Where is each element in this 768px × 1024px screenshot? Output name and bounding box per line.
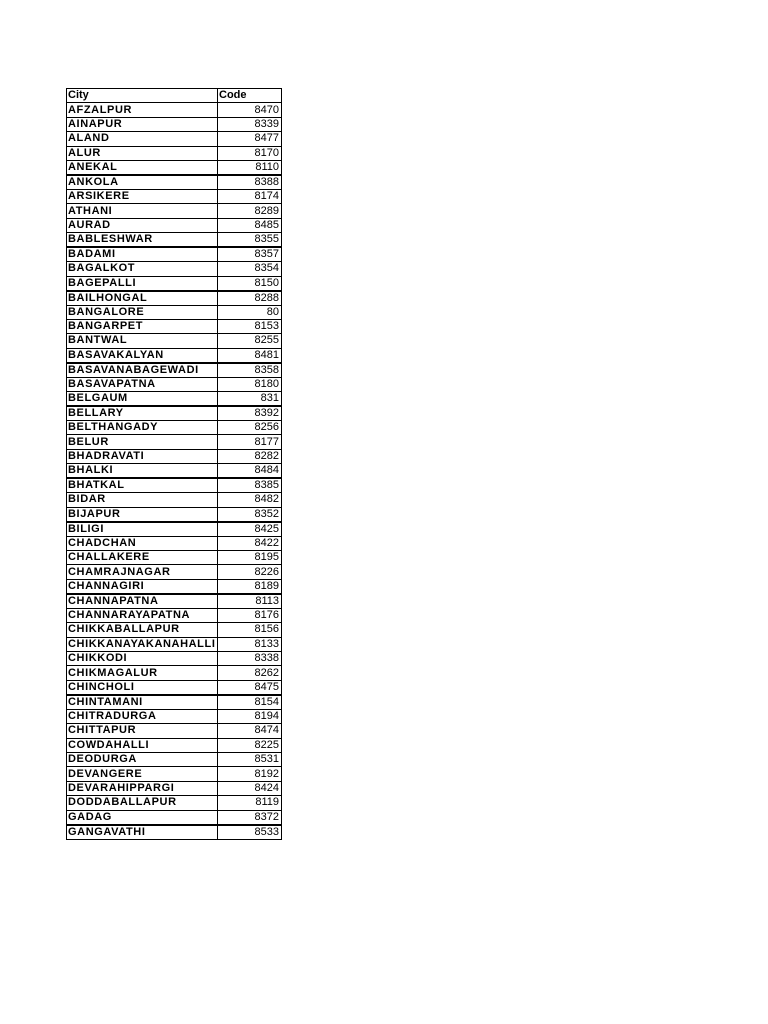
code-cell: 8482	[218, 493, 282, 507]
city-cell: ALUR	[67, 146, 218, 160]
city-cell: BAGALKOT	[67, 262, 218, 276]
header-row	[67, 89, 282, 103]
code-cell: 8113	[218, 594, 282, 609]
city-cell: GANGAVATHI	[67, 825, 218, 840]
city-cell: AFZALPUR	[67, 103, 218, 117]
table-row	[67, 334, 282, 348]
city-cell: BAILHONGAL	[67, 291, 218, 306]
table-row	[67, 421, 282, 435]
table-row	[67, 204, 282, 218]
code-cell: 8474	[218, 724, 282, 738]
table-row	[67, 781, 282, 795]
table-row	[67, 276, 282, 291]
city-cell: CHAMRAJNAGAR	[67, 565, 218, 579]
table-row	[67, 810, 282, 825]
table-row	[67, 117, 282, 131]
code-cell: 8385	[218, 478, 282, 493]
city-cell: CHANNAGIRI	[67, 579, 218, 594]
table-row	[67, 377, 282, 391]
code-cell: 8470	[218, 103, 282, 117]
city-cell: BELTHANGADY	[67, 421, 218, 435]
table-row	[67, 522, 282, 537]
code-cell: 8424	[218, 781, 282, 795]
code-cell: 8477	[218, 132, 282, 146]
code-cell: 8174	[218, 189, 282, 203]
code-cell: 8388	[218, 175, 282, 190]
table-row	[67, 796, 282, 810]
code-cell: 8153	[218, 319, 282, 333]
table-row	[67, 247, 282, 262]
city-cell: AINAPUR	[67, 117, 218, 131]
code-cell: 8392	[218, 406, 282, 421]
code-cell: 8133	[218, 637, 282, 651]
table-row	[67, 752, 282, 766]
code-cell: 8192	[218, 767, 282, 781]
table-row	[67, 435, 282, 449]
code-cell: 8289	[218, 204, 282, 218]
city-cell: CHINTAMANI	[67, 695, 218, 710]
city-cell: ALAND	[67, 132, 218, 146]
city-cell: ANKOLA	[67, 175, 218, 190]
table-row	[67, 623, 282, 637]
city-cell: AURAD	[67, 218, 218, 232]
table-row	[67, 594, 282, 609]
table-row	[67, 305, 282, 319]
city-cell: CHITTAPUR	[67, 724, 218, 738]
city-cell: CHALLAKERE	[67, 551, 218, 565]
city-cell: CHITRADURGA	[67, 709, 218, 723]
code-cell: 8481	[218, 348, 282, 363]
code-cell: 8176	[218, 608, 282, 622]
code-cell: 8262	[218, 666, 282, 680]
code-cell: 8225	[218, 738, 282, 752]
city-cell: BHADRAVATI	[67, 449, 218, 463]
code-cell: 8195	[218, 551, 282, 565]
code-cell: 8119	[218, 796, 282, 810]
code-cell: 8255	[218, 334, 282, 348]
city-cell: DEODURGA	[67, 752, 218, 766]
code-cell: 8282	[218, 449, 282, 463]
code-cell: 8177	[218, 435, 282, 449]
city-cell: ARSIKERE	[67, 189, 218, 203]
city-cell: BELUR	[67, 435, 218, 449]
city-cell: BELLARY	[67, 406, 218, 421]
table-row	[67, 637, 282, 651]
table-row	[67, 666, 282, 680]
table-row	[67, 478, 282, 493]
table-row	[67, 103, 282, 117]
city-cell: DEVANGERE	[67, 767, 218, 781]
code-cell: 8357	[218, 247, 282, 262]
city-cell: BILIGI	[67, 522, 218, 537]
table-row	[67, 291, 282, 306]
table-row	[67, 189, 282, 203]
code-cell: 8189	[218, 579, 282, 594]
table-row	[67, 565, 282, 579]
table-row	[67, 392, 282, 407]
code-header: Code	[218, 89, 282, 103]
table-row	[67, 233, 282, 248]
city-cell: CHIKMAGALUR	[67, 666, 218, 680]
city-cell: ATHANI	[67, 204, 218, 218]
city-cell: GADAG	[67, 810, 218, 825]
city-cell: BANGARPET	[67, 319, 218, 333]
table-row	[67, 132, 282, 146]
city-cell: COWDAHALLI	[67, 738, 218, 752]
code-cell: 8354	[218, 262, 282, 276]
table-row	[67, 608, 282, 622]
table-row	[67, 262, 282, 276]
city-cell: BIDAR	[67, 493, 218, 507]
city-cell: CHANNAPATNA	[67, 594, 218, 609]
city-cell: CHIKKABALLAPUR	[67, 623, 218, 637]
city-cell: BHALKI	[67, 464, 218, 479]
city-code-table	[66, 88, 282, 840]
code-cell: 8110	[218, 160, 282, 175]
code-cell: 8256	[218, 421, 282, 435]
code-cell: 8533	[218, 825, 282, 840]
table-row	[67, 680, 282, 695]
code-cell: 8339	[218, 117, 282, 131]
code-cell: 8485	[218, 218, 282, 232]
city-cell: BASAVAKALYAN	[67, 348, 218, 363]
table-row	[67, 363, 282, 378]
code-cell: 8156	[218, 623, 282, 637]
code-cell: 8358	[218, 363, 282, 378]
city-cell: DEVARAHIPPARGI	[67, 781, 218, 795]
table-row	[67, 146, 282, 160]
table-row	[67, 651, 282, 665]
code-cell: 8355	[218, 233, 282, 248]
table-row	[67, 464, 282, 479]
code-cell: 80	[218, 305, 282, 319]
code-cell: 8180	[218, 377, 282, 391]
table-row	[67, 536, 282, 550]
city-cell: CHANNARAYAPATNA	[67, 608, 218, 622]
city-header: City	[67, 89, 218, 103]
city-cell: ANEKAL	[67, 160, 218, 175]
city-cell: BIJAPUR	[67, 507, 218, 522]
code-cell: 8484	[218, 464, 282, 479]
code-cell: 831	[218, 392, 282, 407]
table-row	[67, 695, 282, 710]
city-cell: BAGEPALLI	[67, 276, 218, 291]
code-cell: 8422	[218, 536, 282, 550]
code-cell: 8425	[218, 522, 282, 537]
code-cell: 8288	[218, 291, 282, 306]
code-cell: 8194	[218, 709, 282, 723]
city-cell: BABLESHWAR	[67, 233, 218, 248]
table-row	[67, 579, 282, 594]
table-row	[67, 449, 282, 463]
table-row	[67, 724, 282, 738]
city-cell: BELGAUM	[67, 392, 218, 407]
table-row	[67, 175, 282, 190]
city-cell: CHIKKANAYAKANAHALLI	[67, 637, 218, 651]
code-cell: 8170	[218, 146, 282, 160]
city-cell: BANTWAL	[67, 334, 218, 348]
table-row	[67, 160, 282, 175]
code-cell: 8150	[218, 276, 282, 291]
city-cell: DODDABALLAPUR	[67, 796, 218, 810]
table-row	[67, 348, 282, 363]
table-row	[67, 551, 282, 565]
table-row	[67, 218, 282, 232]
city-cell: BANGALORE	[67, 305, 218, 319]
table-body	[67, 103, 282, 839]
code-cell: 8154	[218, 695, 282, 710]
city-cell: CHINCHOLI	[67, 680, 218, 695]
table-row	[67, 406, 282, 421]
table-row	[67, 825, 282, 840]
code-cell: 8226	[218, 565, 282, 579]
city-cell: CHADCHAN	[67, 536, 218, 550]
table-row	[67, 319, 282, 333]
code-cell: 8372	[218, 810, 282, 825]
code-cell: 8338	[218, 651, 282, 665]
table-row	[67, 767, 282, 781]
table-row	[67, 507, 282, 522]
code-cell: 8475	[218, 680, 282, 695]
city-cell: BASAVAPATNA	[67, 377, 218, 391]
table-row	[67, 709, 282, 723]
table-row	[67, 738, 282, 752]
table-row	[67, 493, 282, 507]
city-cell: CHIKKODI	[67, 651, 218, 665]
code-cell: 8531	[218, 752, 282, 766]
city-cell: BASAVANABAGEWADI	[67, 363, 218, 378]
city-cell: BADAMI	[67, 247, 218, 262]
city-cell: BHATKAL	[67, 478, 218, 493]
code-cell: 8352	[218, 507, 282, 522]
